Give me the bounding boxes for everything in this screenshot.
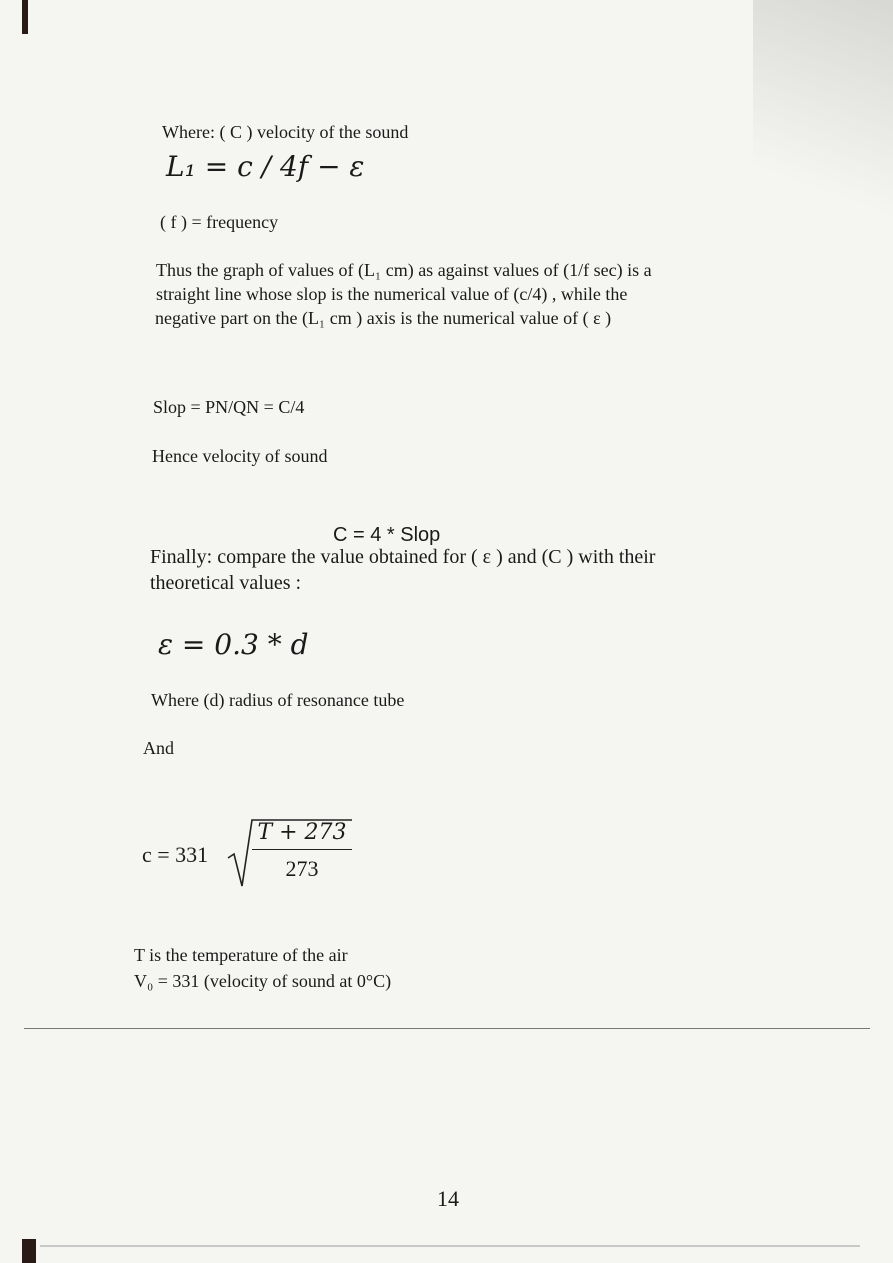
page-number: 14 [437,1186,459,1211]
c-equation: C = 4 * Slop [333,524,441,546]
finally-line-2: theoretical values : [150,572,302,594]
v0-definition: V₀ = 331 (velocity of sound at 0°C) [134,971,392,991]
page-shadow [753,0,893,260]
c-formula-left: c = 331 [142,842,209,867]
temperature-definition: T is the temperature of the air [134,945,348,965]
epsilon-equation: ε = 0.3 * d [158,628,309,661]
paragraph-line-1: Thus the graph of values of (L₁ cm) as against values of (1/f sec) is a [156,260,652,280]
slope-equation: Slop = PN/QN = C/4 [153,397,305,417]
c-formula-denominator: 273 [285,856,319,881]
corner-mark-bottom [22,1239,36,1263]
frequency-definition: ( f ) = frequency [160,212,279,232]
paragraph-line-3: negative part on the (L₁ cm ) axis is the numerical value of ( ε ) [155,308,612,328]
horizontal-rule [24,1028,870,1029]
c-formula-numerator: T + 273 [252,820,352,850]
c-formula-fraction [252,820,352,882]
hence-line: Hence velocity of sound [152,446,328,466]
where-d-line: Where (d) radius of resonance tube [151,690,405,710]
corner-mark [22,0,28,34]
and-line: And [143,738,174,758]
where-c-line: Where: ( C ) velocity of the sound [162,122,409,142]
formula-l1: L₁ = c / 4f − ε [166,150,365,183]
bottom-edge [40,1245,860,1247]
paragraph-line-2: straight line whose slop is the numerical value of (c/4) , while the [156,284,628,304]
finally-line-1: Finally: compare the value obtained for ( ε ) and (C ) with their [150,546,656,568]
